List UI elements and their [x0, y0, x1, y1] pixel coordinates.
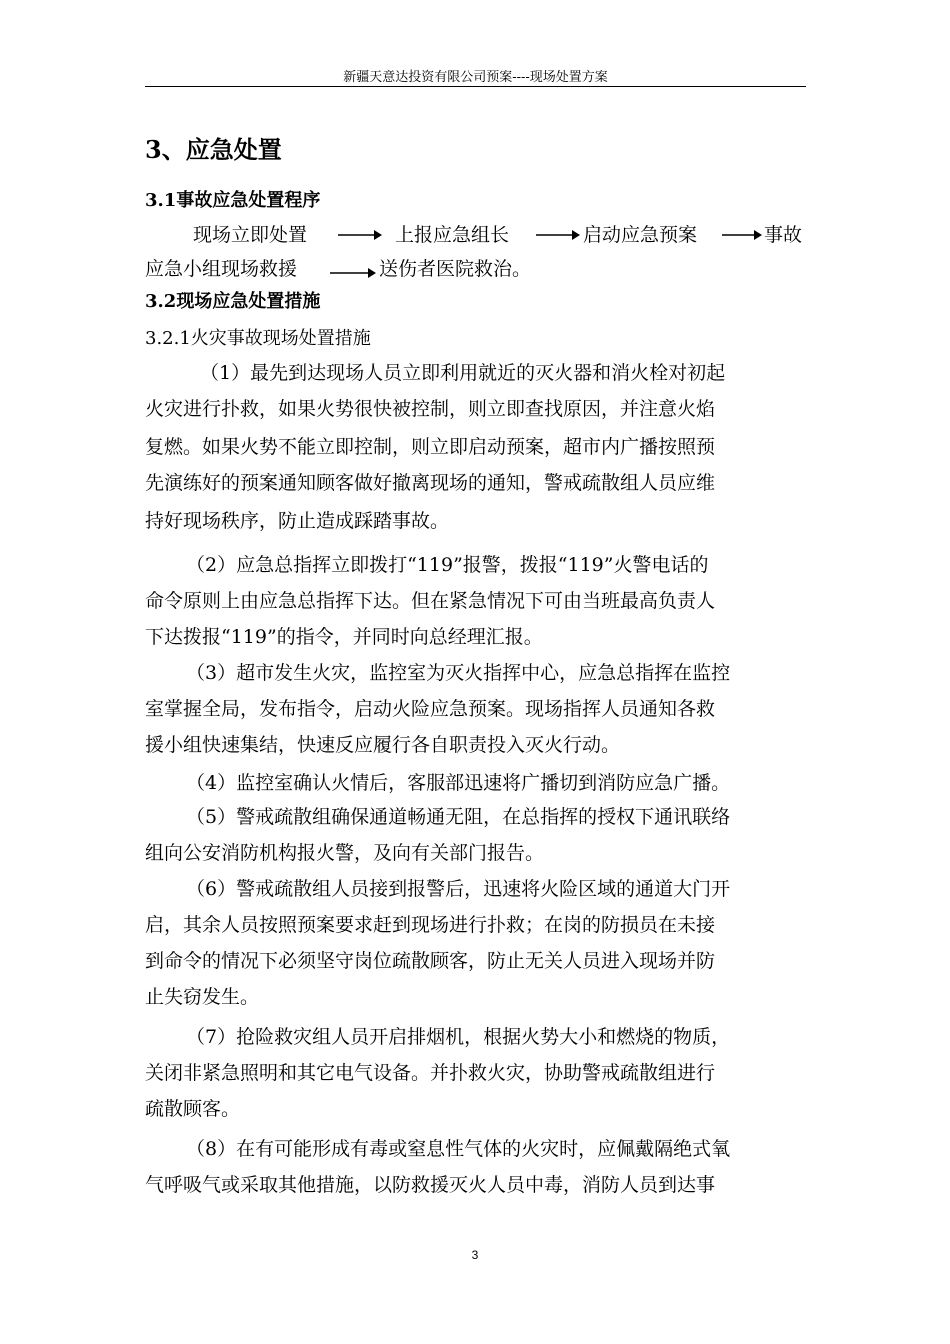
- body-line: 止失窃发生。: [145, 986, 260, 1008]
- section-title: 3、应急处置: [145, 135, 282, 164]
- flow-arrow-3: [722, 228, 762, 242]
- flow-step-2: 上报应急组长: [395, 224, 510, 246]
- body-line: （3）超市发生火灾，监控室为灭火指挥中心，应急总指挥在监控: [186, 662, 731, 684]
- page-number: 3: [471, 1248, 479, 1262]
- body-line: 持好现场秩序，防止造成踩踏事故。: [145, 510, 450, 532]
- header-rule: [145, 86, 806, 87]
- body-line: 火灾进行扑救，如果火势很快被控制，则立即查找原因，并注意火焰: [145, 398, 716, 420]
- flow-step-4b: 应急小组现场救援: [145, 258, 298, 280]
- body-line: （2）应急总指挥立即拨打“119”报警，拨报“119”火警电话的: [186, 554, 709, 576]
- body-line: 疏散顾客。: [145, 1098, 241, 1120]
- flow-step-4a: 事故: [764, 224, 803, 246]
- subsection-title-3-2: 3.2现场应急处置措施: [145, 291, 321, 312]
- body-line: 先演练好的预案通知顾客做好撤离现场的通知，警戒疏散组人员应维: [145, 472, 716, 494]
- body-line: （7）抢险救灾组人员开启排烟机，根据火势大小和燃烧的物质，: [186, 1026, 731, 1048]
- body-line: 援小组快速集结，快速反应履行各自职责投入灭火行动。: [145, 734, 621, 756]
- body-line: 关闭非紧急照明和其它电气设备。并扑救火灾，协助警戒疏散组进行: [145, 1062, 716, 1084]
- body-line: 室掌握全局，发布指令，启动火险应急预案。现场指挥人员通知各救: [145, 698, 716, 720]
- body-line: （4）监控室确认火情后，客服部迅速将广播切到消防应急广播。: [186, 772, 731, 794]
- body-line: （8）在有可能形成有毒或窒息性气体的火灾时，应佩戴隔绝式氧: [186, 1138, 731, 1160]
- body-line: 启，其余人员按照预案要求赶到现场进行扑救；在岗的防损员在未接: [145, 914, 716, 936]
- body-line: 到命令的情况下必须坚守岗位疏散顾客，防止无关人员进入现场并防: [145, 950, 716, 972]
- flow-step-3: 启动应急预案: [583, 224, 698, 246]
- body-line: （5）警戒疏散组确保通道畅通无阻，在总指挥的授权下通讯联络: [186, 806, 731, 828]
- flow-arrow-1: [338, 228, 382, 242]
- flow-step-5: 送伤者医院救治。: [379, 258, 532, 280]
- body-line: 命令原则上由应急总指挥下达。但在紧急情况下可由当班最高负责人: [145, 590, 716, 612]
- subsection-title-3-1: 3.1事故应急处置程序: [145, 190, 321, 211]
- page-header: 新疆天意达投资有限公司预案----现场处置方案: [343, 70, 608, 85]
- body-line: 复燃。如果火势不能立即控制，则立即启动预案，超市内广播按照预: [145, 436, 716, 458]
- body-line: （6）警戒疏散组人员接到报警后，迅速将火险区域的通道大门开: [186, 878, 731, 900]
- body-line: 下达拨报“119”的指令，并同时向总经理汇报。: [145, 626, 543, 648]
- body-line: 组向公安消防机构报火警，及向有关部门报告。: [145, 842, 545, 864]
- flow-arrow-4: [330, 266, 376, 280]
- flow-step-1: 现场立即处置: [193, 224, 308, 246]
- body-line: 气呼吸气或采取其他措施，以防救援灭火人员中毒，消防人员到达事: [145, 1174, 716, 1196]
- flow-arrow-2: [536, 228, 580, 242]
- subsubsection-title-3-2-1: 3.2.1火灾事故现场处置措施: [145, 328, 371, 349]
- body-line: （1）最先到达现场人员立即利用就近的灭火器和消火栓对初起: [200, 362, 726, 384]
